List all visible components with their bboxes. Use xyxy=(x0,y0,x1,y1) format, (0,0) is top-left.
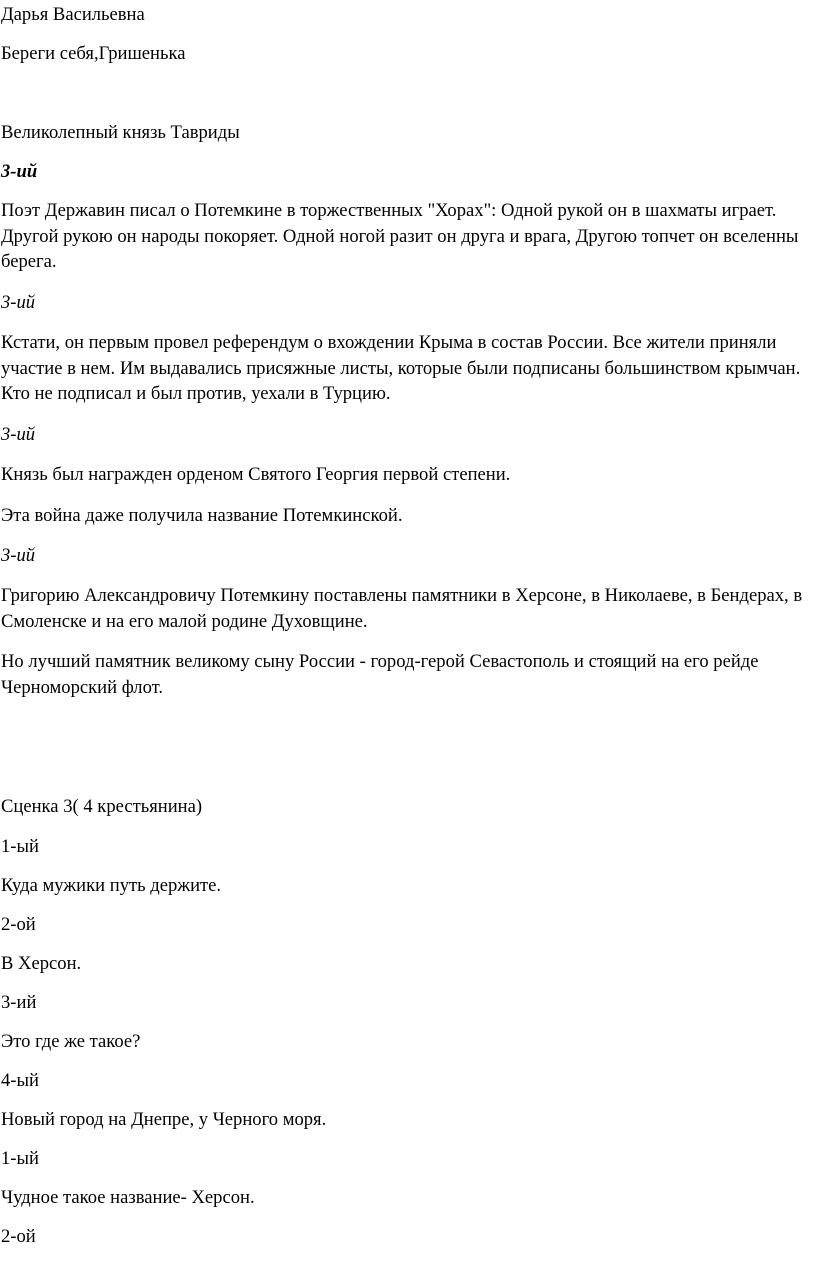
dialogue-line: В Херсон. xyxy=(1,953,82,974)
paragraph-sevastopol: Но лучший памятник великому сыну России - город-герой Севастополь и стоящий на его рейде Черноморский флот. xyxy=(1,651,759,698)
paragraph-monuments: Григорию Александровичу Потемкину поставлены памятники в Херсоне, в Николаеве, в Бендерах, в Смоленске и на его малой родине Духовщине. xyxy=(1,585,803,632)
dialogue-line: Это где же такое? xyxy=(1,1031,141,1052)
dialogue-line: 1-ый xyxy=(1,1148,39,1169)
speaker-label: 3-ий xyxy=(1,161,38,182)
dialogue-line: Чудное такое название- Херсон. xyxy=(1,1187,255,1208)
dialogue-line: Куда мужики путь держите. xyxy=(1,875,222,896)
dialogue-line: 3-ий xyxy=(1,992,37,1013)
dialogue-line: 2-ой xyxy=(1,914,36,935)
paragraph-derzhavin: Поэт Державин писал о Потемкине в торжественных "Хорах": Одной рукой он в шахматы играет. Другой рукою он народы покоряет. Одной ногой разит он друга и врага, Другою топчет он вселенны берега. xyxy=(1,200,799,272)
paragraph-referendum: Кстати, он первым провел референдум о вхождении Крыма в состав России. Все жители приняли участие в нем. Им выдавались присяжные листы, которые были подписаны большинством крымчан. Кто не подписал и был против, уехали в Турцию. xyxy=(1,332,801,404)
speaker-label: 3-ий xyxy=(1,424,36,445)
dialogue-line: 4-ый xyxy=(1,1070,39,1091)
dialogue-line: Новый город на Днепре, у Черного моря. xyxy=(1,1109,327,1130)
scene-heading: Великолепный князь Тавриды xyxy=(1,122,240,143)
dialogue-line: 2-ой xyxy=(1,1226,36,1247)
paragraph-order: Князь был награжден орденом Святого Георгия первой степени. xyxy=(1,464,511,485)
scene-heading: Сценка 3( 4 крестьянина) xyxy=(1,796,203,817)
speaker-label: 3-ий xyxy=(1,292,36,313)
dialogue-line: 1-ый xyxy=(1,836,39,857)
title-line: Береги себя,Гришенька xyxy=(1,43,186,64)
speaker-label: 3-ий xyxy=(1,545,36,566)
author-line: Дарья Васильевна xyxy=(1,4,145,25)
paragraph-war: Эта война даже получила название Потемкинской. xyxy=(1,505,403,526)
